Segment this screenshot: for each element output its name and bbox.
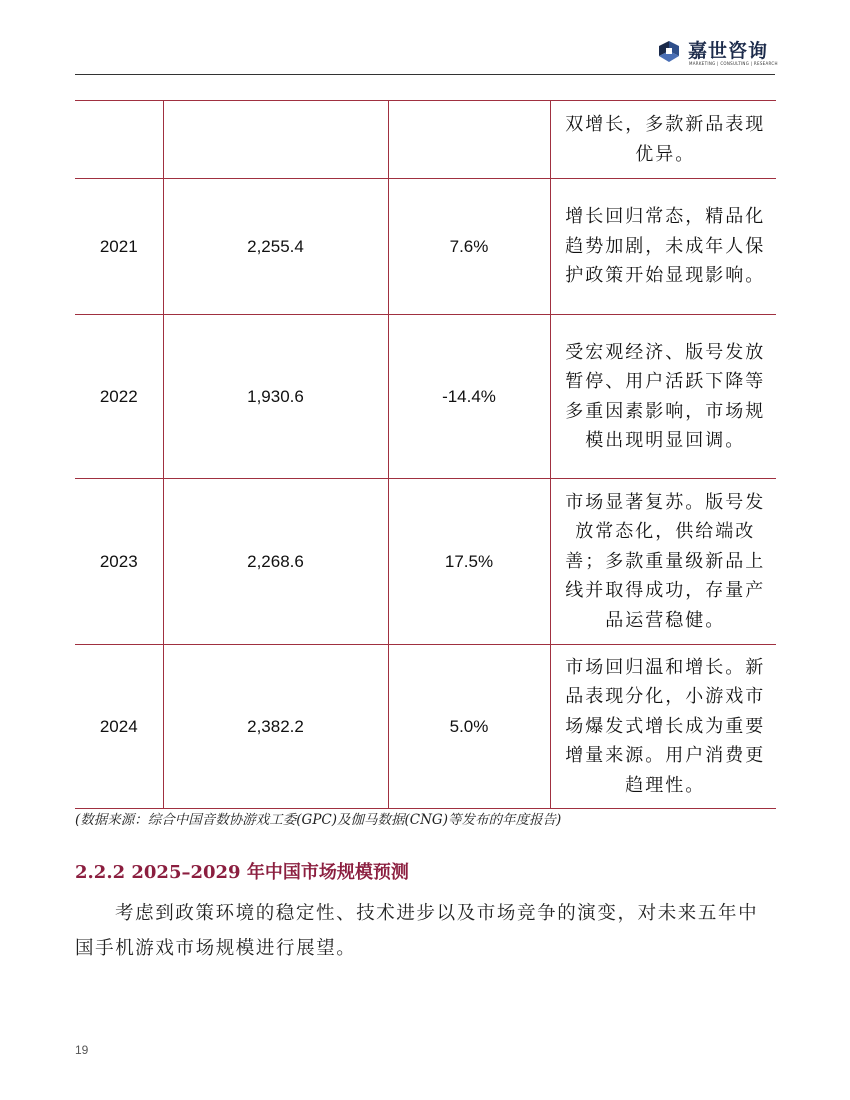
description-cell: 双增长，多款新品表现优异。 [550, 101, 776, 179]
year-cell: 2023 [75, 479, 163, 645]
page-header [0, 0, 850, 78]
growth-rate-cell: 17.5% [388, 479, 550, 645]
year-cell: 2024 [75, 645, 163, 809]
year-cell: 2022 [75, 315, 163, 479]
section-heading: 2.2.2 2025–2029 年中国市场规模预测 [75, 862, 409, 883]
page-number: 19 [75, 1043, 89, 1057]
brand-name: 嘉世咨询 [688, 40, 769, 62]
description-cell: 市场显著复苏。版号发放常态化，供给端改善；多款重量级新品上线并取得成功，存量产品运营稳健。 [550, 479, 776, 645]
market-size-cell [163, 101, 388, 179]
brand-tagline: MARKETING | CONSULTING | RESEARCH [689, 61, 778, 66]
market-size-table [75, 100, 776, 809]
header-divider [75, 74, 775, 75]
description-cell: 市场回归温和增长。新品表现分化，小游戏市场爆发式增长成为重要增量来源。用户消费更趋理性。 [550, 645, 776, 809]
growth-rate-cell [388, 101, 550, 179]
table-row [75, 179, 776, 315]
brand-logo [655, 36, 785, 70]
data-source-note: (数据来源：综合中国音数协游戏工委(GPC)及伽马数据(CNG)等发布的年度报告) [75, 812, 562, 828]
market-size-cell: 2,382.2 [163, 645, 388, 809]
body-paragraph: 考虑到政策环境的稳定性、技术进步以及市场竞争的演变，对未来五年中国手机游戏市场规模进行展望。 [75, 903, 759, 959]
table-row [75, 101, 776, 179]
growth-rate-cell: 7.6% [388, 179, 550, 315]
growth-rate-cell: -14.4% [388, 315, 550, 479]
market-size-cell: 1,930.6 [163, 315, 388, 479]
market-size-cell: 2,255.4 [163, 179, 388, 315]
table-row [75, 645, 776, 809]
description-cell: 增长回归常态，精品化趋势加剧，未成年人保护政策开始显现影响。 [550, 179, 776, 315]
table-row [75, 479, 776, 645]
description-cell: 受宏观经济、版号发放暂停、用户活跃下降等多重因素影响，市场规模出现明显回调。 [550, 315, 776, 479]
year-cell [75, 101, 163, 179]
logo-mark-icon [655, 38, 683, 66]
table-row [75, 315, 776, 479]
year-cell: 2021 [75, 179, 163, 315]
growth-rate-cell: 5.0% [388, 645, 550, 809]
market-size-cell: 2,268.6 [163, 479, 388, 645]
